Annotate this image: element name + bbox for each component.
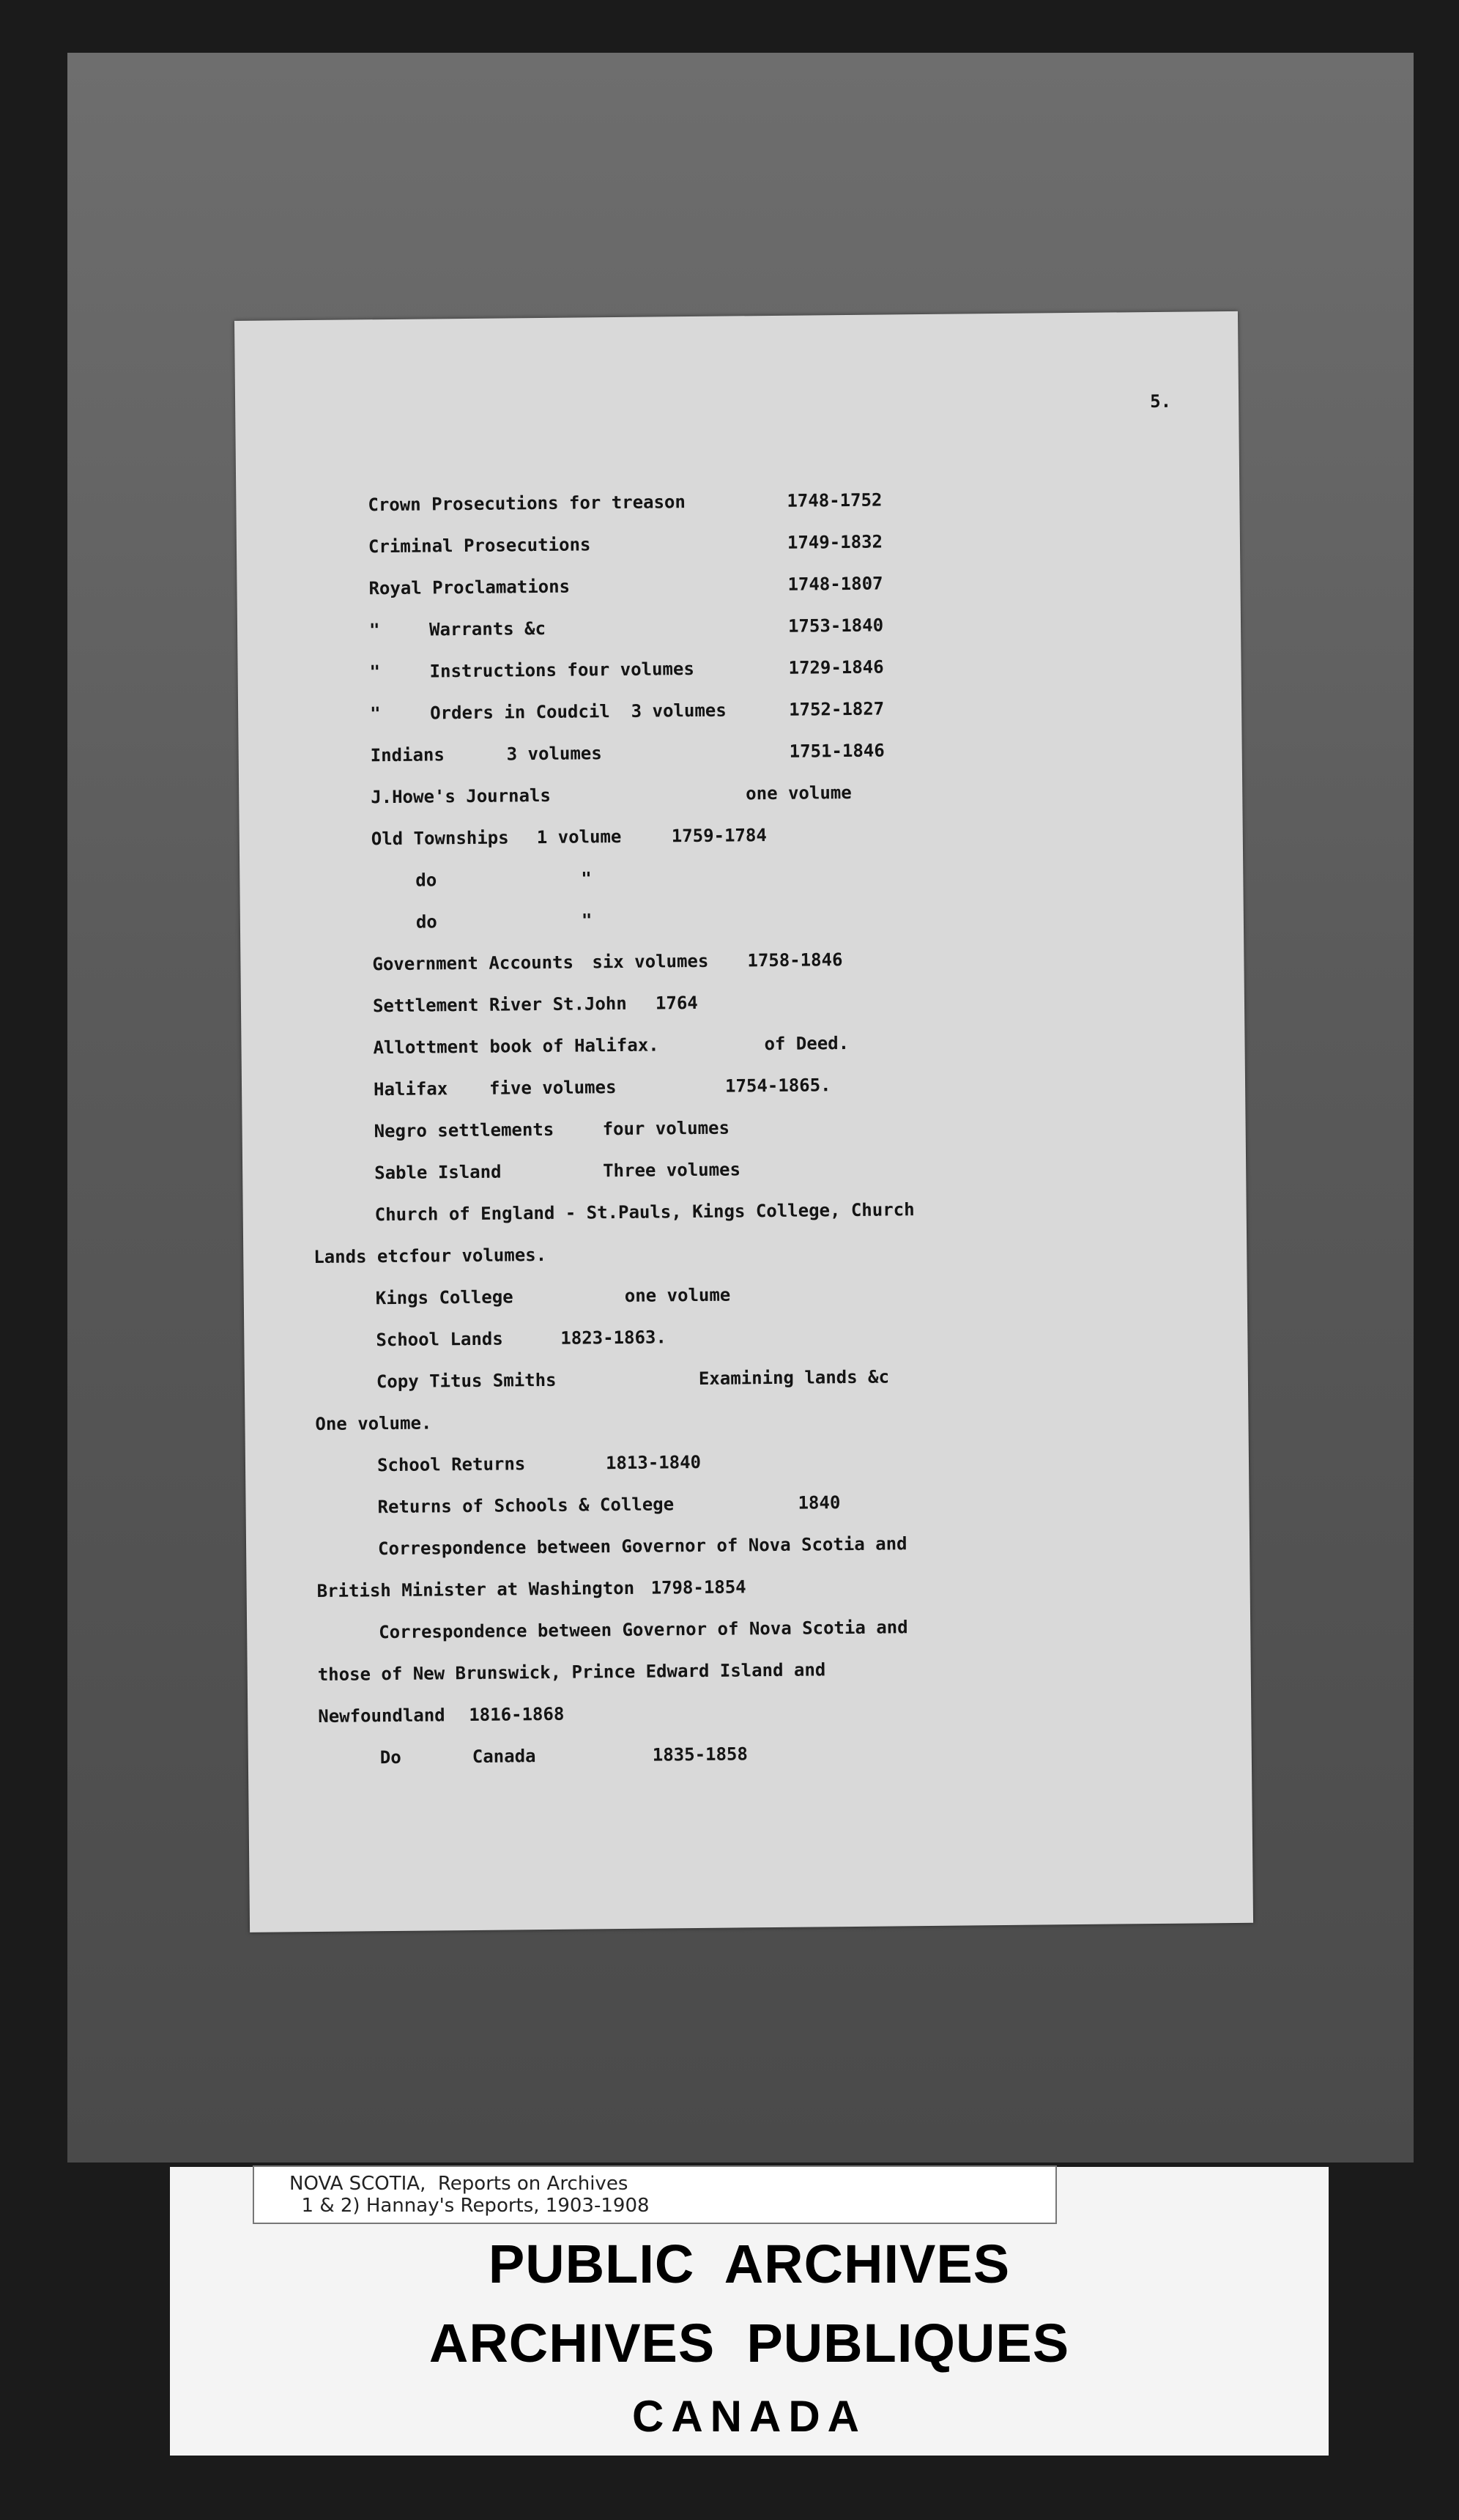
document-line-text: 1749-1832 — [787, 531, 883, 553]
document-line — [369, 611, 1248, 642]
document-line-text: " — [581, 910, 593, 931]
document-line — [375, 1196, 1254, 1226]
document-line-text: 1816-1868 — [469, 1703, 565, 1726]
document-line — [368, 527, 1247, 558]
document-line-text: 1729-1846 — [788, 656, 884, 678]
document-line-text: Newfoundland — [318, 1705, 445, 1727]
document-line — [378, 1530, 1257, 1560]
typed-document-page — [234, 311, 1253, 1932]
document-line — [373, 987, 1252, 1018]
document-line — [372, 945, 1251, 976]
document-line — [415, 861, 1294, 892]
document-line-text: 1751-1846 — [789, 740, 885, 762]
document-line — [416, 903, 1295, 933]
document-line-text: Correspondence between Governor of Nova Scotia and — [379, 1617, 908, 1643]
document-line-text: 1823-1863. — [560, 1327, 667, 1349]
document-line-text: Do — [379, 1746, 401, 1768]
document-line-text: Instructions four volumes — [429, 658, 694, 682]
document-line — [377, 1488, 1256, 1519]
document-line-text: 1754-1865. — [724, 1075, 831, 1097]
document-line-text: Old Townships — [371, 827, 509, 850]
document-line-text: " — [368, 620, 380, 641]
document-line — [318, 1697, 1197, 1727]
document-line-text: 1813-1840 — [605, 1451, 702, 1474]
document-line — [318, 1655, 1197, 1686]
document-line-text: Canada — [472, 1746, 536, 1767]
document-line-text: School Returns — [376, 1453, 526, 1476]
document-line-text: Warrants &c — [428, 618, 546, 640]
document-line — [315, 1404, 1194, 1435]
document-line-text: 3 volumes — [506, 743, 602, 765]
document-line-text: do — [415, 911, 437, 933]
document-line-text: 1764 — [655, 992, 698, 1014]
document-line-text: Halifax — [373, 1078, 448, 1100]
document-line-text: One volume. — [315, 1412, 432, 1435]
document-line-text: of Deed. — [764, 1032, 850, 1055]
document-line-text: 1798-1854 — [650, 1576, 746, 1598]
document-line-text: Examining lands &c — [698, 1366, 890, 1389]
document-line-text: five volumes — [489, 1077, 617, 1099]
document-line-text: " — [370, 703, 381, 724]
document-line — [368, 569, 1247, 600]
document-line — [371, 820, 1250, 850]
document-line — [376, 1279, 1255, 1310]
document-line — [374, 1070, 1252, 1101]
document-line-text: Correspondence between Governor of Nova Scotia and — [377, 1533, 907, 1560]
document-line-text: 1758-1846 — [747, 949, 843, 971]
document-line — [374, 1154, 1253, 1185]
document-line — [369, 653, 1248, 683]
document-line-text: 1748-1807 — [787, 573, 883, 595]
document-line-text: six volumes — [592, 950, 709, 973]
document-line-text: Royal Proclamations — [368, 576, 571, 599]
document-line-text: Settlement River St.John — [372, 993, 627, 1017]
document-line-text: 1759-1784 — [671, 825, 767, 847]
canada-heading: CANADA — [632, 2392, 866, 2441]
document-line — [370, 694, 1249, 725]
archives-publiques-heading: ARCHIVES PUBLIQUES — [428, 2313, 1070, 2373]
document-line-text: Negro settlements — [374, 1119, 554, 1142]
document-line-text: 1753-1840 — [787, 615, 884, 637]
document-line-text: British Minister at Washington — [316, 1577, 635, 1601]
document-line — [379, 1613, 1258, 1644]
document-line-text: 1840 — [798, 1492, 841, 1513]
document-line-text: " — [581, 868, 592, 889]
document-line — [376, 1321, 1255, 1352]
document-line-text: J.Howe's Journals — [371, 785, 552, 808]
document-line — [380, 1738, 1259, 1769]
document-line — [371, 778, 1250, 809]
document-line — [317, 1571, 1196, 1602]
document-line-text: Three volumes — [603, 1159, 741, 1182]
document-line — [373, 1029, 1252, 1059]
catalog-line-1: NOVA SCOTIA, Reports on Archives — [289, 2173, 628, 2195]
public-archives-heading: PUBLIC ARCHIVES — [488, 2234, 1011, 2294]
document-line-text: Church of England - St.Pauls, Kings College, Church — [374, 1199, 915, 1226]
document-line-text: 1752-1827 — [788, 698, 885, 720]
document-line-text: do — [415, 870, 437, 891]
document-line-text: one volume — [746, 782, 852, 804]
catalog-label — [253, 2165, 1057, 2224]
document-line-text: 1748-1752 — [787, 489, 883, 511]
document-line-text: those of New Brunswick, Prince Edward Island and — [317, 1659, 826, 1685]
page-number: 5. — [1150, 390, 1172, 412]
document-line — [371, 736, 1250, 767]
document-line-text: Lands etc. — [313, 1245, 420, 1268]
document-line-text: one volume — [624, 1284, 731, 1306]
document-line — [377, 1446, 1256, 1477]
document-line-text: Government Accounts — [372, 952, 574, 975]
document-line-text: Returns of Schools & College — [377, 1494, 675, 1518]
document-line-text: Sable Island — [374, 1161, 502, 1184]
document-line-text: " — [369, 662, 381, 683]
document-line — [313, 1238, 1192, 1269]
document-line — [368, 486, 1247, 516]
document-line-text: 1835-1858 — [652, 1743, 748, 1765]
catalog-line-2: 1 & 2) Hannay's Reports, 1903-1908 — [289, 2195, 650, 2217]
document-line-text: Allottment book of Halifax. — [373, 1034, 659, 1059]
document-line-text: Crown Prosecutions for treason — [368, 492, 686, 516]
document-line-text: School Lands — [376, 1328, 503, 1351]
document-line-text: four volumes. — [409, 1244, 547, 1267]
document-line-text: Kings College — [375, 1286, 513, 1309]
document-line-text: Indians — [370, 744, 445, 766]
document-line — [374, 1112, 1252, 1143]
document-line — [376, 1363, 1255, 1393]
document-line-text: four volumes — [602, 1117, 730, 1140]
document-line-text: Orders in Coudcil 3 volumes — [430, 700, 727, 724]
document-line-text: Criminal Prosecutions — [368, 534, 591, 557]
document-line-text: 1 volume — [536, 826, 622, 848]
document-line-text: Copy Titus Smiths — [376, 1369, 557, 1393]
